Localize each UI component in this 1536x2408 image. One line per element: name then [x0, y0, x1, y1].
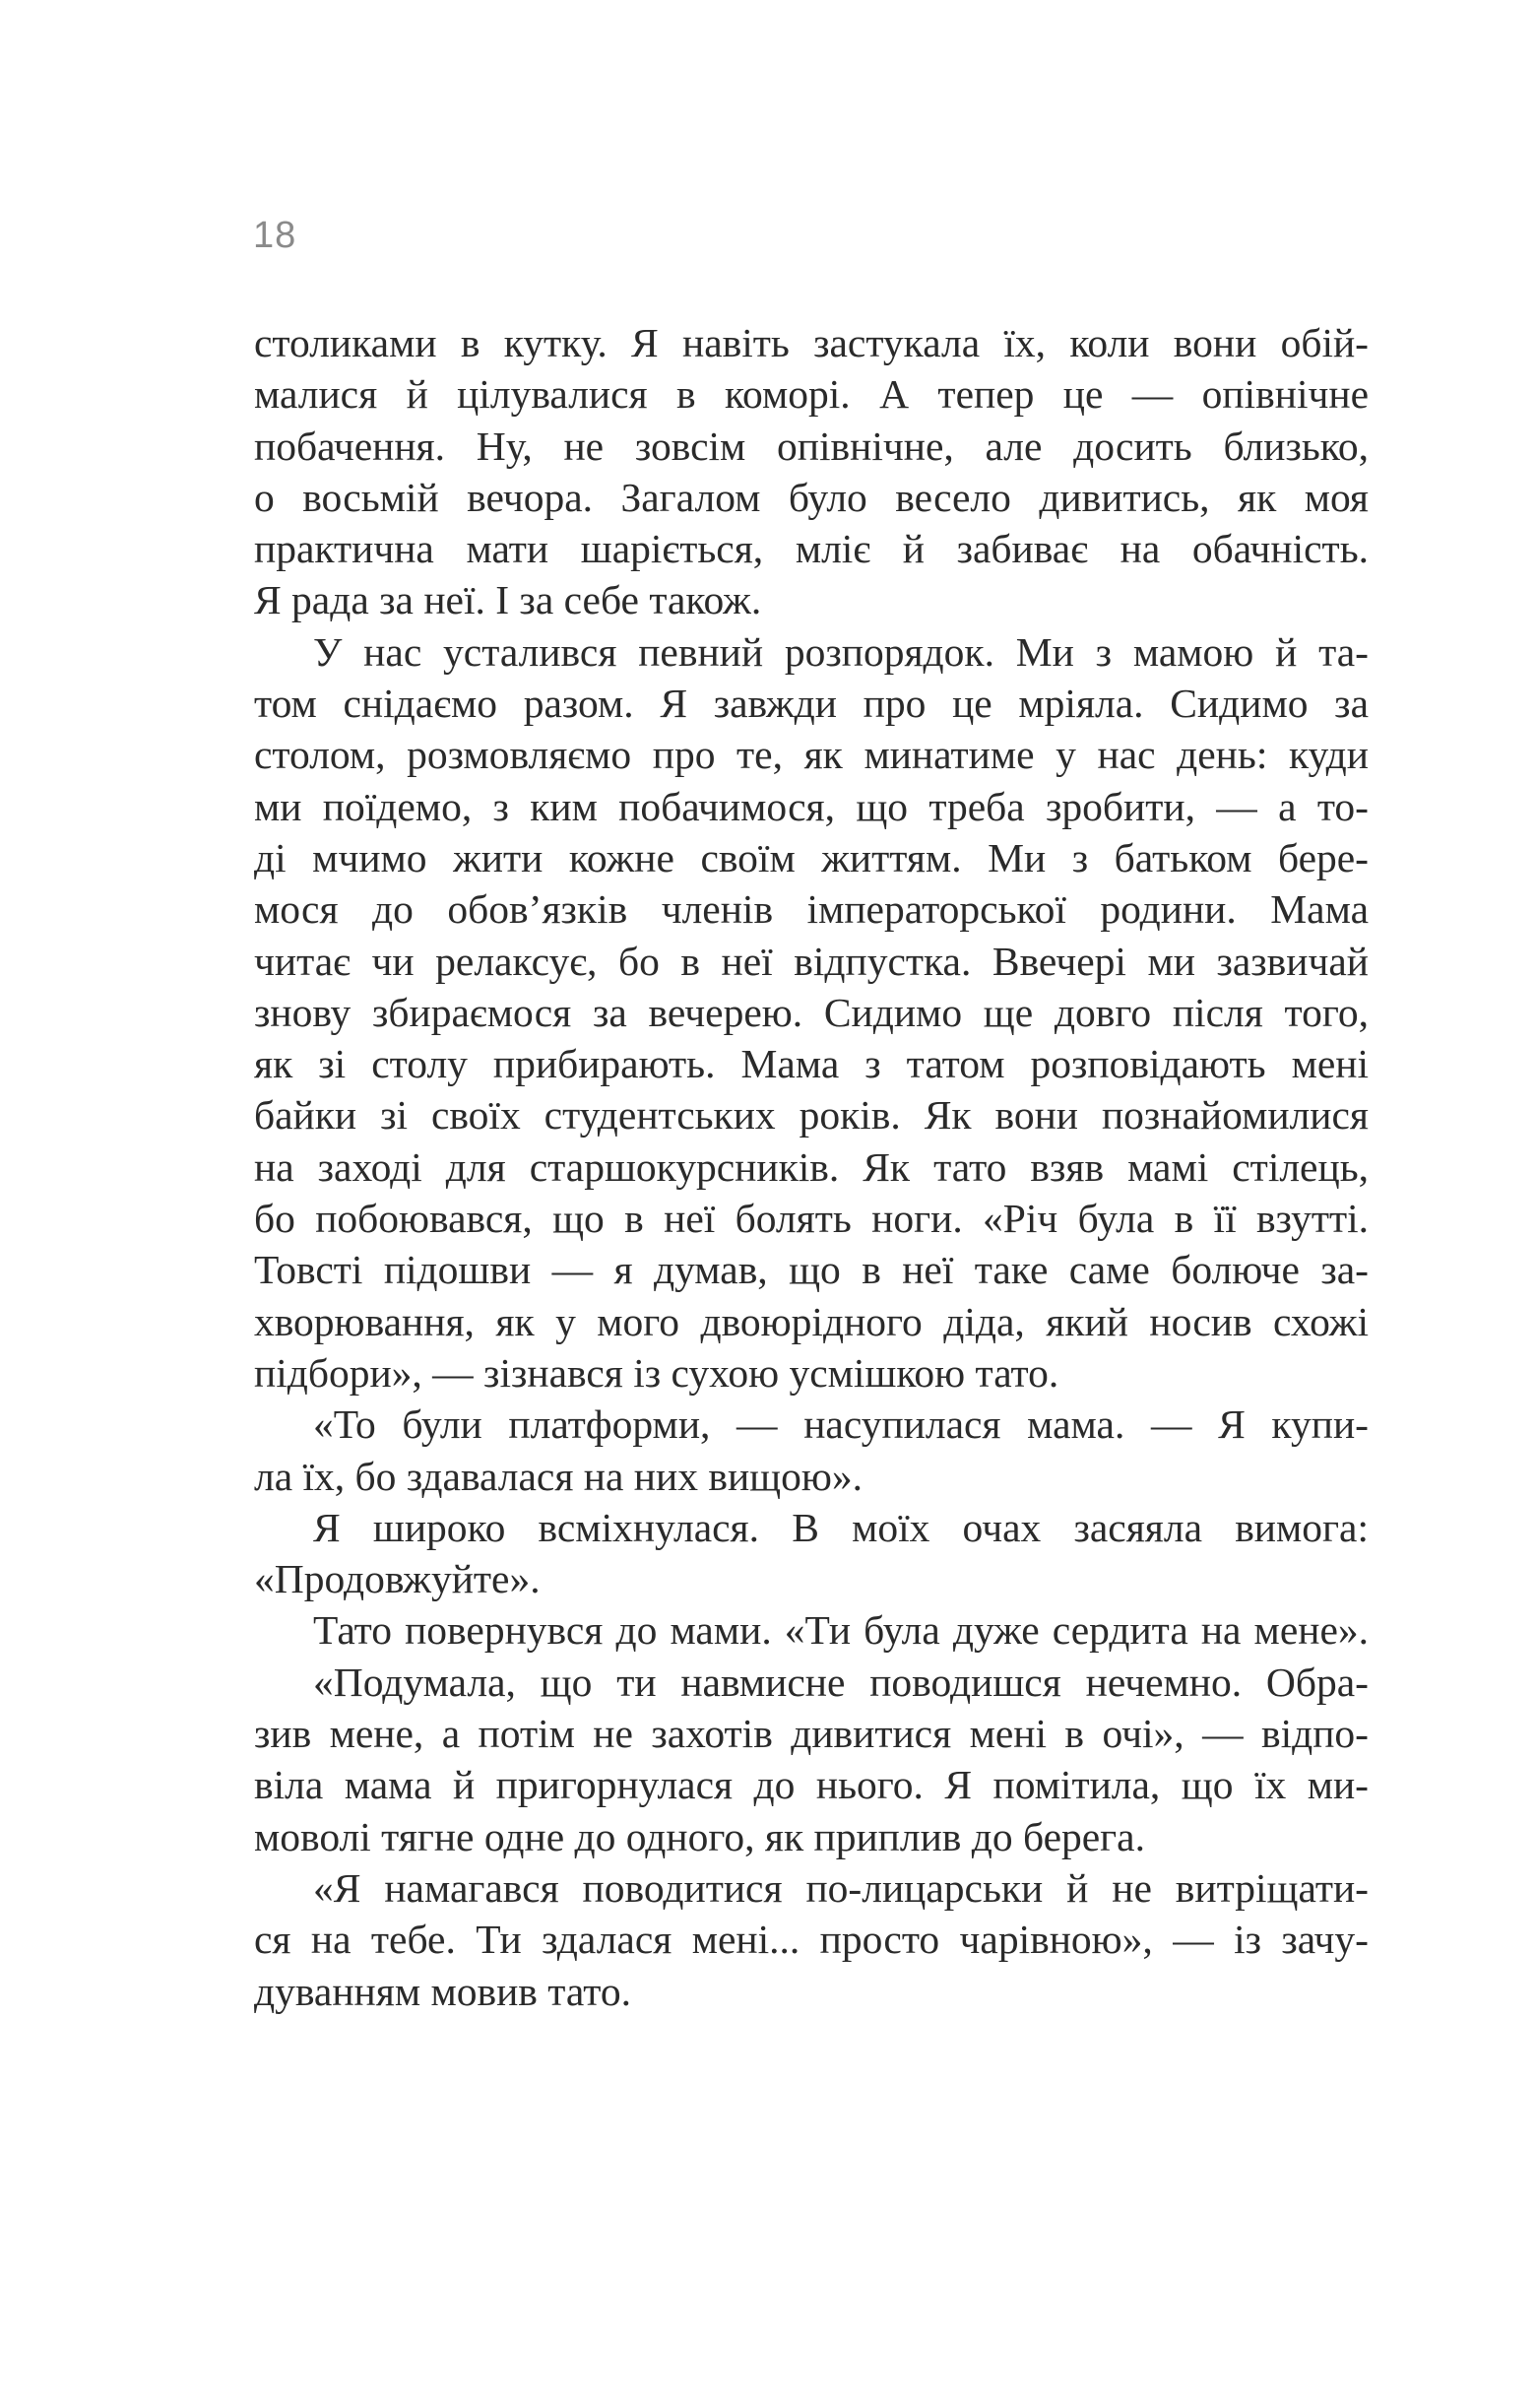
text-line: ся на тебе. Ти здалася мені... просто чарівною», — із зачу-: [254, 1917, 1369, 1963]
text-line: «Продовжуйте».: [254, 1556, 541, 1602]
text-line: моволі тягне одне до одного, як приплив до берега.: [254, 1813, 1145, 1859]
text-line: о восьмій вечора. Загалом було весело дивитись, як моя: [254, 474, 1369, 520]
text-line: читає чи релаксує, бо в неї відпустка. Ввечері ми зазвичай: [254, 938, 1369, 984]
text-line: малися й цілувалися в коморі. А тепер це — опівнічне: [254, 371, 1369, 418]
text-line: віла мама й пригорнулася до нього. Я помітила, що їх ми-: [254, 1762, 1369, 1808]
text-line: Тато повернувся до мами. «Ти була дуже сердита на мене».: [313, 1607, 1369, 1654]
text-line: Я рада за неї. І за себе також.: [254, 577, 762, 623]
text-line: том снідаємо разом. Я завжди про це мріяла. Сидимо за: [254, 681, 1369, 727]
text-line: знову збираємося за вечерею. Сидимо ще довго після того,: [254, 989, 1369, 1035]
text-line: столом, розмовляємо про те, як минатиме у нас день: куди: [254, 732, 1369, 778]
text-line: «То були платформи, — насупилася мама. — Я купи-: [313, 1401, 1369, 1448]
text-line: ла їх, бо здавалася на них вищою».: [254, 1453, 863, 1499]
text-line: побачення. Ну, не зовсім опівнічне, але досить близько,: [254, 423, 1369, 469]
text-line: мося до обов’язків членів імператорської родини. Мама: [254, 886, 1369, 933]
text-line: як зі столу прибирають. Мама з татом розповідають мені: [254, 1041, 1369, 1087]
text-line: ді мчимо жити кожне своїм життям. Ми з батьком бере-: [254, 834, 1369, 880]
text-line: Товсті підошви — я думав, що в неї таке саме болюче за-: [254, 1247, 1369, 1293]
text-line: Я широко всміхнулася. В моїх очах засяяла вимога:: [313, 1504, 1369, 1550]
body-text: [254, 317, 1369, 2017]
text-line: бо побоювався, що в неї болять ноги. «Річ була в її взутті.: [254, 1196, 1369, 1242]
text-line: «Подумала, що ти навмисне поводишся нечемно. Обра-: [313, 1659, 1369, 1705]
text-line: на заході для старшокурсників. Як тато взяв мамі стілець,: [254, 1143, 1369, 1190]
text-line: практична мати шаріється, мліє й забиває на обачність.: [254, 526, 1369, 572]
text-line: столиками в кутку. Я навіть застукала їх, коли вони обій-: [254, 320, 1369, 365]
text-line: дуванням мовив тато.: [254, 1968, 631, 2014]
text-line: підбори», — зізнався із сухою усмішкою тато.: [254, 1349, 1059, 1396]
text-line: хворювання, як у мого двоюрідного діда, який носив схожі: [254, 1298, 1369, 1344]
text-line: «Я намагався поводитися по-лицарськи й не витріщати-: [313, 1864, 1369, 1911]
text-line: зив мене, а потім не захотів дивитися мені в очі», — відпо-: [254, 1711, 1369, 1757]
text-line: байки зі своїх студентських років. Як вони познайомилися: [254, 1092, 1369, 1139]
text-line: ми поїдемо, з ким побачимося, що треба зробити, — а то-: [254, 783, 1369, 829]
page-number: 18: [253, 215, 297, 256]
text-line: У нас усталився певний розпорядок. Ми з мамою й та-: [313, 628, 1369, 675]
